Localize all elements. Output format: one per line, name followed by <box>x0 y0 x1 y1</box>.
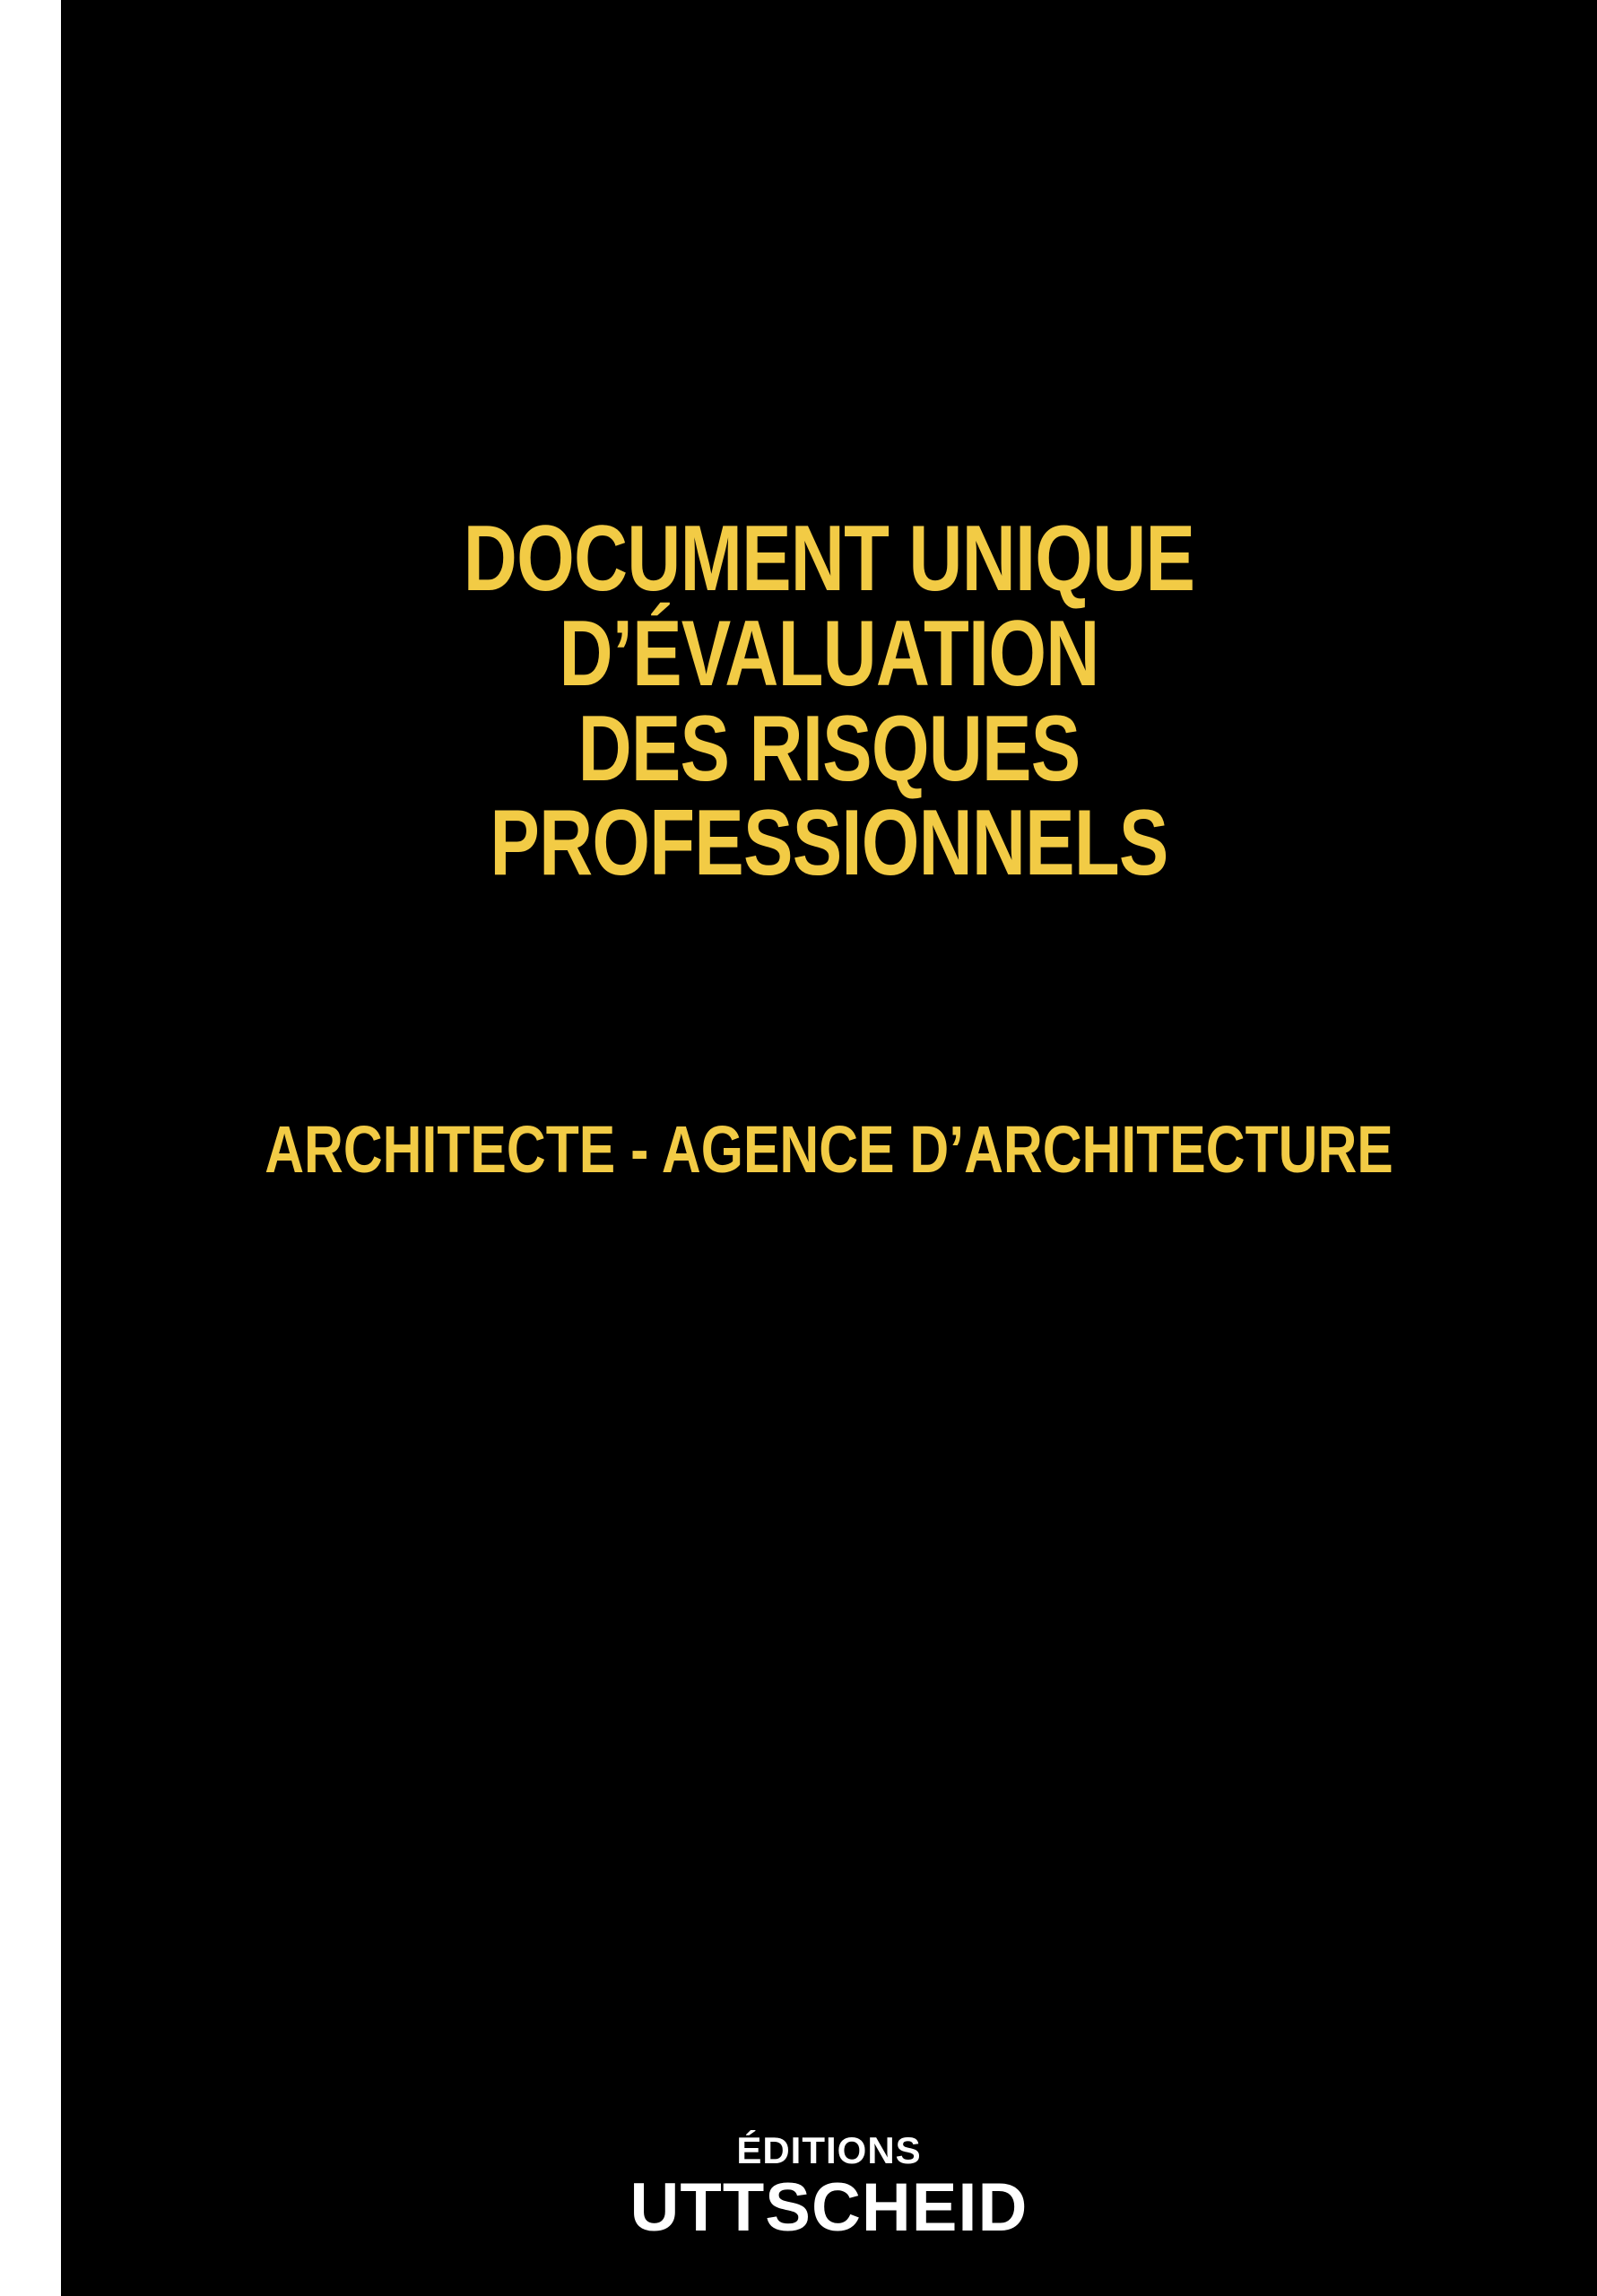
title-line-1: DOCUMENT UNIQUE <box>463 507 1195 611</box>
cover-panel <box>61 0 1597 2296</box>
publisher-prefix: ÉDITIONS <box>736 2129 922 2172</box>
title-line-2: D’ÉVALUATION <box>559 601 1099 706</box>
spine-margin <box>0 0 61 2296</box>
publisher-name: UTTSCHEID <box>629 2170 1029 2247</box>
page-subtitle: ARCHITECTE - AGENCE D’ARCHITECTURE <box>265 1112 1393 1187</box>
title-line-3: DES RISQUES <box>577 696 1081 801</box>
page-title <box>61 507 1597 896</box>
publisher-block <box>61 2129 1597 2247</box>
title-line-4: PROFESSIONNELS <box>490 791 1168 896</box>
